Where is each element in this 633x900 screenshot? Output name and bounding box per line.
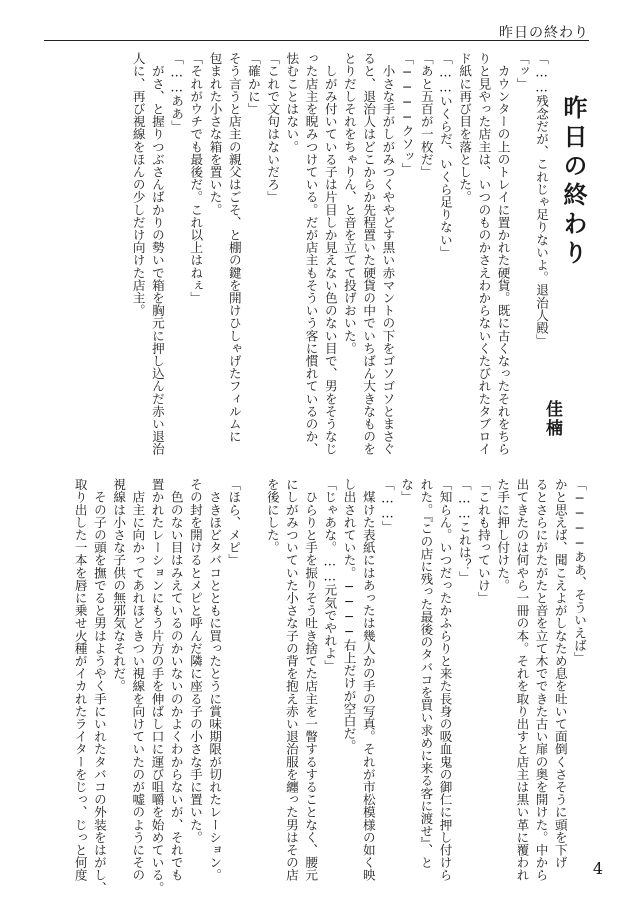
author-name: 佳楠: [542, 400, 562, 438]
story-text-upper: 「……残念だが、これじゃ足りないよ。退治人殿」 「ッ」 カウンターの上のトレイに置かれた硬貨。既に古くなったそれをちら りと見やった店主は、いつのものかさえわからないくたびれたタブロイ ド紙に再び目を落とした。 「……いくらだ、いくら足りない」 「あと五百が一枚だ」 「────クソッ」 小さな手がしがみつくややどす黒い赤マントの下をゴソゴソとまさぐ ると、退治人はどこからか先程置いた硬貨の中でいちばん大きなものを とりだしそれをちゃりん、と音を立てて投げおいた。 しがみ付いている子は片目しか見えない色のない目で、男をそうなじ った店主を睨みつけている。だが店主もそういう客に慣れているのか、 怯むことはない。 「これで文句はないだろ」 「確かに」 そう言うと店主の親父はごそ、と棚の鍵を開けひしゃげたフィルムに 包まれた小さな箱を置いた。 「それがウチでも最後だ。これ以上はねぇ」 「……ああ」 がさ、と握りつぶさんばかりの勢いで箱を胸元に押し込んだ赤い退治 人に、再び視線をほんの少しだけ向けた店主。: [130, 52, 549, 456]
story-text-lower: 「────ああ、そういえば」 かと思えば、聞こえよがしなため息を吐いて面倒くさそうに頭を下げ るとさらにがたがたと音を立て木でできた古い扉の奥を開けた。中から 出てきたのは何やら一冊の本。それを取り出すと店主は黒い革に覆われ た手に押し付けた。 「これも持っていけ」 「……これは？」 「知らん。いつだったかふらりと来た長身の吸血鬼の御仁に押し付けら れた。『この店に残った最後のタバコを買い求めに来る客に渡せ』、と な」 「……」 煤けた表紙にはあったは幾人かの手の写真。それが市松模様の如く映 し出されていた。────右上だけが空白だ。 「じゃあな。……元気でやれよ」 ひらりと手を振りそう吐き捨てた店主を一瞥するすることなく、腰元 にしがみついていた小さな子の背を抱え赤い退治服を纏った男はその店 を後にした。 「ほら、メピ」 さきほどタバコとともに買ったとうに賞味期限が切れたレーション。 その封を開けるとメピと呼んだ隣に座る子の小さな手に置いた。 色のない目はみえているのかいないのかよくわからないが、それでも 置かれたレーションにもう片方の手を伸ばし口に運び咀嚼を始めている。 店主に向かってあれほどきつい視線を向けていたのが嘘のようにその 視線は小さな子供の無邪気なそれだ。 その子の頭を撫でると男はようやく手にいれたタバコの外装をはがし、 取り出した一本を唇に乗せ火種がイカれたライターをじっ、じっと何度: [72, 478, 587, 894]
running-header: 昨日の終わり: [499, 25, 589, 41]
page-number: 4: [592, 859, 603, 878]
header-rule: [44, 40, 589, 41]
story-title: 昨日の終わり: [559, 95, 588, 269]
